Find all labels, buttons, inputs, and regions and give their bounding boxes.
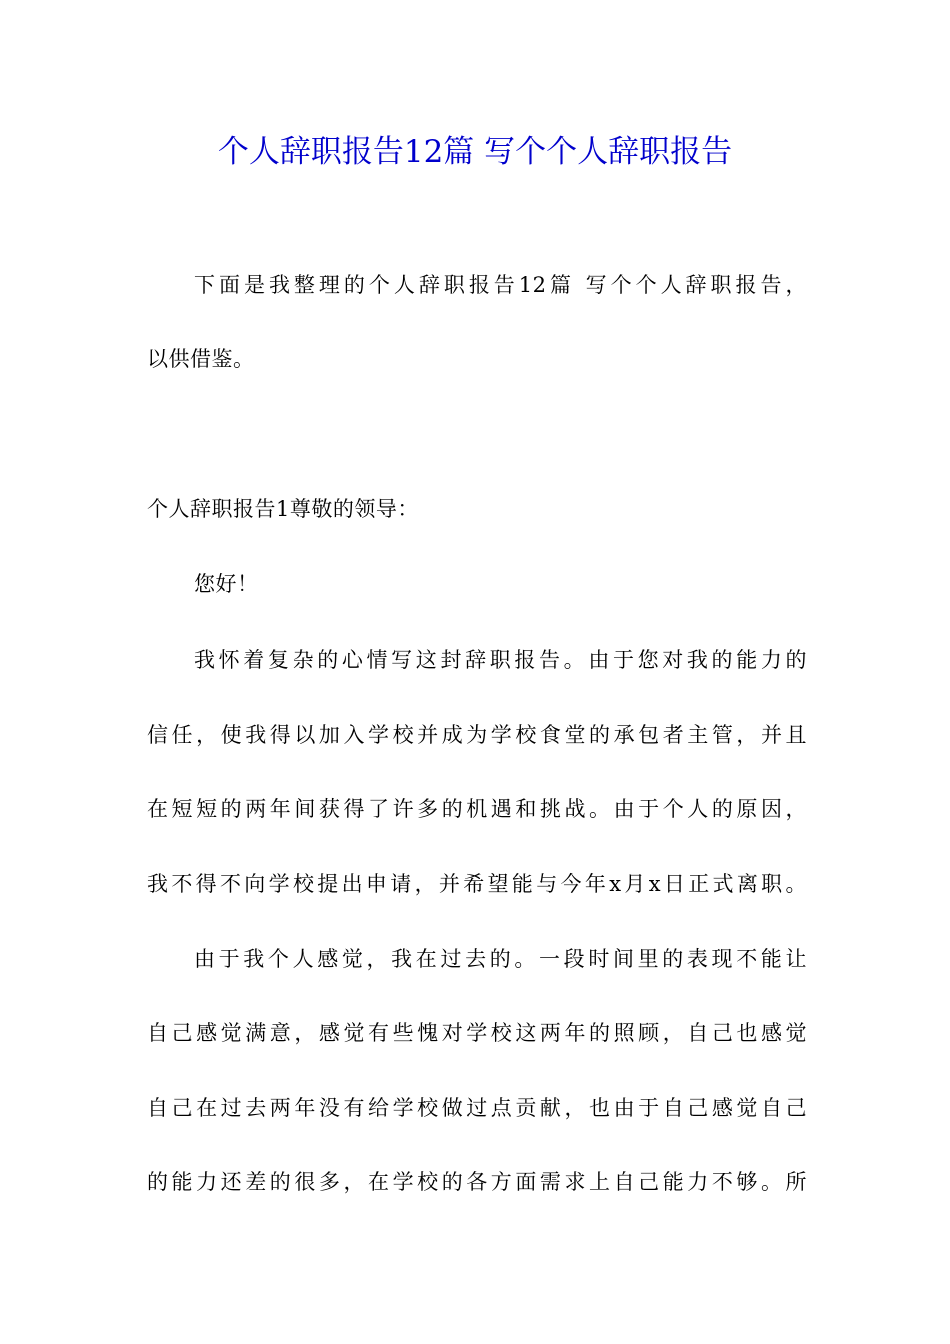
paragraph-line: 自己在过去两年没有给学校做过点贡献，也由于自己感觉自己 <box>147 1096 807 1120</box>
paragraph-line: 自己感觉满意，感觉有些愧对学校这两年的照顾，自己也感觉 <box>147 1021 807 1045</box>
paragraph-line: 以供借鉴。 <box>147 347 255 371</box>
paragraph-line: 由于我个人感觉，我在过去的。一段时间里的表现不能让 <box>194 947 807 971</box>
section-heading: 个人辞职报告1尊敬的领导： <box>147 497 419 521</box>
greeting: 您好！ <box>194 572 259 596</box>
paragraph-line: 信任，使我得以加入学校并成为学校食堂的承包者主管，并且 <box>147 723 807 747</box>
paragraph-line: 下面是我整理的个人辞职报告12篇 写个个人辞职报告， <box>194 273 807 297</box>
paragraph-line: 我不得不向学校提出申请，并希望能与今年x月x日正式离职。 <box>147 872 807 896</box>
document-title: 个人辞职报告12篇 写个个人辞职报告 <box>217 134 733 170</box>
paragraph-line: 的能力还差的很多，在学校的各方面需求上自己能力不够。所 <box>147 1170 807 1194</box>
paragraph-line: 我怀着复杂的心情写这封辞职报告。由于您对我的能力的 <box>194 648 807 672</box>
paragraph-line: 在短短的两年间获得了许多的机遇和挑战。由于个人的原因， <box>147 797 807 821</box>
